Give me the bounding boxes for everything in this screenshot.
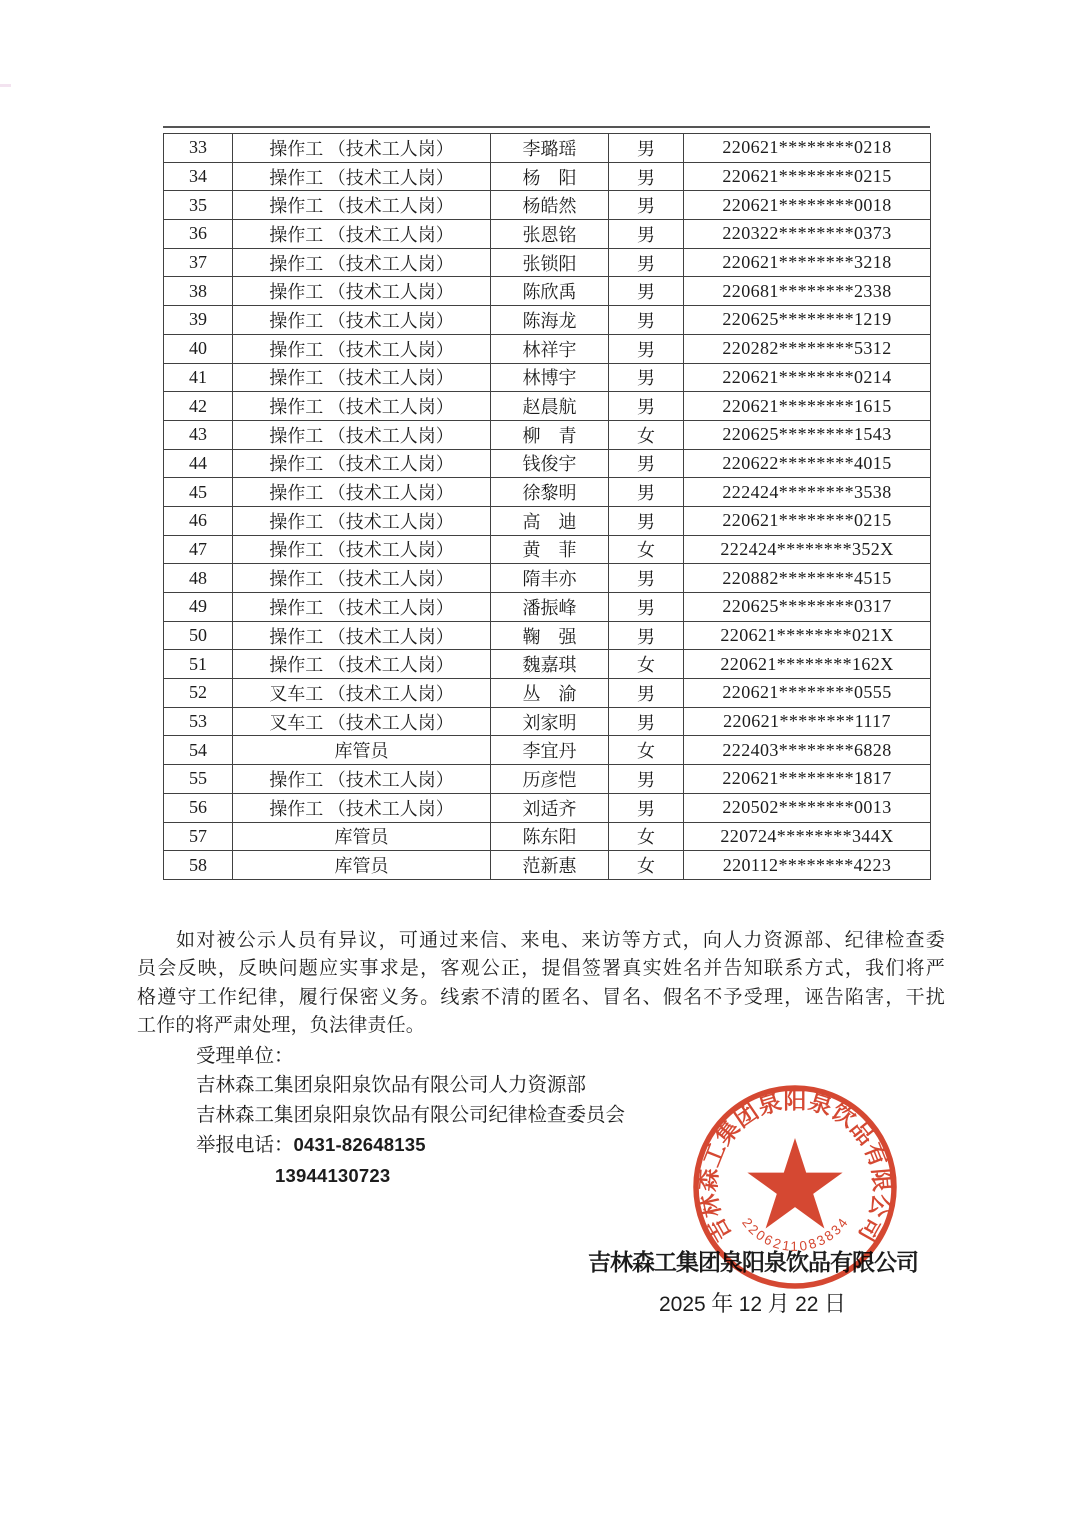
row-name-cell: 李璐瑶 <box>491 134 609 163</box>
row-id-number-cell: 220882********4515 <box>684 564 931 593</box>
hotline-mobile-number: 13944130723 <box>275 1164 391 1186</box>
row-name-cell: 陈海龙 <box>491 306 609 335</box>
row-name-cell: 陈欣禹 <box>491 277 609 306</box>
row-name-cell: 刘家明 <box>491 707 609 736</box>
row-number-cell: 49 <box>164 593 233 622</box>
hotline-line <box>196 1130 625 1160</box>
notice-line: 格遵守工作纪律，履行保密义务。线索不清的匿名、冒名、假名不予受理，诬告陷害，干扰 <box>137 986 945 1008</box>
table-row <box>164 707 931 736</box>
table-row <box>164 162 931 191</box>
row-position-cell: 操作工 （技术工人岗） <box>233 363 491 392</box>
row-number-cell: 41 <box>164 363 233 392</box>
row-id-number-cell: 220621********0555 <box>684 679 931 708</box>
row-position-cell: 操作工 （技术工人岗） <box>233 564 491 593</box>
row-number-cell: 44 <box>164 449 233 478</box>
acceptance-block <box>196 1042 625 1191</box>
row-position-cell: 操作工 （技术工人岗） <box>233 593 491 622</box>
seal-star-icon <box>747 1138 842 1229</box>
row-name-cell: 陈东阳 <box>491 822 609 851</box>
signature-date-year: 2025 <box>659 1293 706 1316</box>
row-id-number-cell: 220621********0214 <box>684 363 931 392</box>
row-name-cell: 赵晨航 <box>491 392 609 421</box>
row-position-cell: 操作工 （技术工人岗） <box>233 535 491 564</box>
table-row <box>164 449 931 478</box>
row-number-cell: 33 <box>164 134 233 163</box>
table-row <box>164 679 931 708</box>
row-number-cell: 39 <box>164 306 233 335</box>
row-gender-cell: 男 <box>609 506 684 535</box>
row-name-cell: 李宜丹 <box>491 736 609 765</box>
row-name-cell: 林博宇 <box>491 363 609 392</box>
row-gender-cell: 男 <box>609 765 684 794</box>
scan-edge-artifact <box>0 84 11 87</box>
row-position-cell: 库管员 <box>233 851 491 880</box>
table-row <box>164 650 931 679</box>
roster-table <box>163 133 931 880</box>
row-name-cell: 钱俊宇 <box>491 449 609 478</box>
row-gender-cell: 男 <box>609 334 684 363</box>
row-id-number-cell: 220621********3218 <box>684 248 931 277</box>
row-gender-cell: 男 <box>609 593 684 622</box>
row-gender-cell: 男 <box>609 191 684 220</box>
row-id-number-cell: 220724********344X <box>684 822 931 851</box>
row-name-cell: 高 迪 <box>491 506 609 535</box>
row-id-number-cell: 220681********2338 <box>684 277 931 306</box>
row-position-cell: 操作工 （技术工人岗） <box>233 449 491 478</box>
row-gender-cell: 男 <box>609 306 684 335</box>
row-position-cell: 操作工 （技术工人岗） <box>233 621 491 650</box>
row-name-cell: 徐黎明 <box>491 478 609 507</box>
signature-date-month-unit: 月 <box>762 1291 796 1316</box>
notice-line: 工作的将严肃处理，负法律责任。 <box>137 1014 426 1036</box>
row-number-cell: 58 <box>164 851 233 880</box>
row-number-cell: 43 <box>164 420 233 449</box>
row-id-number-cell: 220622********4015 <box>684 449 931 478</box>
hotline-landline-number: 0431-82648135 <box>293 1134 426 1156</box>
row-position-cell: 操作工 （技术工人岗） <box>233 506 491 535</box>
row-gender-cell: 女 <box>609 736 684 765</box>
row-number-cell: 53 <box>164 707 233 736</box>
notice-line: 员会反映，反映问题应实事求是，客观公正，提倡签署真实姓名并告知联系方式，我们将严 <box>137 958 945 980</box>
table-row <box>164 248 931 277</box>
row-gender-cell: 男 <box>609 134 684 163</box>
row-number-cell: 36 <box>164 220 233 249</box>
row-number-cell: 55 <box>164 765 233 794</box>
row-id-number-cell: 220621********1817 <box>684 765 931 794</box>
row-number-cell: 45 <box>164 478 233 507</box>
table-row <box>164 478 931 507</box>
row-id-number-cell: 220625********0317 <box>684 593 931 622</box>
official-seal <box>690 1082 900 1292</box>
table-row <box>164 392 931 421</box>
row-id-number-cell: 220112********4223 <box>684 851 931 880</box>
row-name-cell: 林祥宇 <box>491 334 609 363</box>
row-number-cell: 34 <box>164 162 233 191</box>
table-row <box>164 793 931 822</box>
table-row <box>164 736 931 765</box>
row-number-cell: 48 <box>164 564 233 593</box>
row-position-cell: 操作工 （技术工人岗） <box>233 478 491 507</box>
row-number-cell: 50 <box>164 621 233 650</box>
row-number-cell: 46 <box>164 506 233 535</box>
table-row <box>164 277 931 306</box>
row-gender-cell: 男 <box>609 679 684 708</box>
row-gender-cell: 男 <box>609 363 684 392</box>
table-row <box>164 593 931 622</box>
acceptance-unit-discipline: 吉林森工集团泉阳泉饮品有限公司纪律检查委员会 <box>196 1104 626 1126</box>
signature-date-day: 22 <box>795 1293 819 1316</box>
row-gender-cell: 男 <box>609 707 684 736</box>
row-name-cell: 刘适齐 <box>491 793 609 822</box>
row-name-cell: 张锁阳 <box>491 248 609 277</box>
row-position-cell: 操作工 （技术工人岗） <box>233 191 491 220</box>
row-number-cell: 54 <box>164 736 233 765</box>
table-row <box>164 334 931 363</box>
row-position-cell: 操作工 （技术工人岗） <box>233 162 491 191</box>
row-id-number-cell: 222424********352X <box>684 535 931 564</box>
table-row <box>164 134 931 163</box>
row-id-number-cell: 220621********0218 <box>684 134 931 163</box>
row-gender-cell: 男 <box>609 220 684 249</box>
row-id-number-cell: 220621********0215 <box>684 162 931 191</box>
row-gender-cell: 女 <box>609 420 684 449</box>
seal-ring-text-path: 吉林森工集团泉阳泉饮品有限公司 <box>695 1087 895 1246</box>
row-gender-cell: 女 <box>609 650 684 679</box>
row-position-cell: 操作工 （技术工人岗） <box>233 420 491 449</box>
row-number-cell: 57 <box>164 822 233 851</box>
row-gender-cell: 男 <box>609 392 684 421</box>
signature-company: 吉林森工集团泉阳泉饮品有限公司 <box>588 1250 918 1275</box>
row-gender-cell: 男 <box>609 449 684 478</box>
roster-table-body <box>164 134 931 880</box>
row-position-cell: 操作工 （技术工人岗） <box>233 134 491 163</box>
row-position-cell: 操作工 （技术工人岗） <box>233 306 491 335</box>
row-number-cell: 51 <box>164 650 233 679</box>
table-row <box>164 851 931 880</box>
row-position-cell: 操作工 （技术工人岗） <box>233 220 491 249</box>
row-number-cell: 52 <box>164 679 233 708</box>
row-number-cell: 56 <box>164 793 233 822</box>
row-position-cell: 操作工 （技术工人岗） <box>233 793 491 822</box>
table-row <box>164 621 931 650</box>
table-row <box>164 220 931 249</box>
row-id-number-cell: 220625********1219 <box>684 306 931 335</box>
row-gender-cell: 男 <box>609 793 684 822</box>
table-row <box>164 420 931 449</box>
row-number-cell: 42 <box>164 392 233 421</box>
row-name-cell: 杨皓然 <box>491 191 609 220</box>
row-id-number-cell: 220621********021X <box>684 621 931 650</box>
row-name-cell: 魏嘉琪 <box>491 650 609 679</box>
row-name-cell: 柳 青 <box>491 420 609 449</box>
signature-date-day-unit: 日 <box>818 1291 846 1316</box>
row-gender-cell: 女 <box>609 851 684 880</box>
row-position-cell: 操作工 （技术工人岗） <box>233 765 491 794</box>
objection-notice-paragraph <box>137 927 945 1040</box>
row-name-cell: 隋丰亦 <box>491 564 609 593</box>
row-id-number-cell: 220322********0373 <box>684 220 931 249</box>
acceptance-heading: 受理单位： <box>196 1046 294 1067</box>
row-number-cell: 47 <box>164 535 233 564</box>
row-gender-cell: 男 <box>609 162 684 191</box>
personnel-roster <box>163 133 931 880</box>
row-position-cell: 操作工 （技术工人岗） <box>233 650 491 679</box>
row-id-number-cell: 220621********0018 <box>684 191 931 220</box>
hotline-label: 举报电话： <box>196 1135 294 1157</box>
row-gender-cell: 女 <box>609 822 684 851</box>
table-row <box>164 535 931 564</box>
row-id-number-cell: 220621********1117 <box>684 707 931 736</box>
table-row <box>164 306 931 335</box>
row-position-cell: 库管员 <box>233 822 491 851</box>
row-gender-cell: 女 <box>609 535 684 564</box>
row-position-cell: 库管员 <box>233 736 491 765</box>
row-id-number-cell: 220282********5312 <box>684 334 931 363</box>
table-row <box>164 564 931 593</box>
acceptance-unit-hr: 吉林森工集团泉阳泉饮品有限公司人力资源部 <box>196 1075 587 1097</box>
seal-code-text-path: 2206211083834 <box>739 1214 852 1254</box>
table-row <box>164 822 931 851</box>
row-id-number-cell: 220621********162X <box>684 650 931 679</box>
signature-date-month: 12 <box>738 1293 763 1316</box>
table-row <box>164 363 931 392</box>
table-row <box>164 506 931 535</box>
row-position-cell: 操作工 （技术工人岗） <box>233 277 491 306</box>
row-name-cell: 潘振峰 <box>491 593 609 622</box>
row-name-cell: 张恩铭 <box>491 220 609 249</box>
hotline-mobile-line <box>196 1161 625 1191</box>
row-name-cell: 范新惠 <box>491 851 609 880</box>
table-continuation-line <box>163 126 930 128</box>
row-position-cell: 叉车工 （技术工人岗） <box>233 707 491 736</box>
row-gender-cell: 男 <box>609 277 684 306</box>
row-name-cell: 杨 阳 <box>491 162 609 191</box>
row-id-number-cell: 220621********0215 <box>684 506 931 535</box>
row-number-cell: 37 <box>164 248 233 277</box>
row-position-cell: 叉车工 （技术工人岗） <box>233 679 491 708</box>
seal-code <box>739 1215 851 1254</box>
row-id-number-cell: 220621********1615 <box>684 392 931 421</box>
row-number-cell: 40 <box>164 334 233 363</box>
row-id-number-cell: 222424********3538 <box>684 478 931 507</box>
table-row <box>164 765 931 794</box>
row-name-cell: 历彦恺 <box>491 765 609 794</box>
row-gender-cell: 男 <box>609 248 684 277</box>
row-name-cell: 鞠 强 <box>491 621 609 650</box>
row-position-cell: 操作工 （技术工人岗） <box>233 334 491 363</box>
signature-date-year-unit: 年 <box>705 1291 739 1316</box>
row-position-cell: 操作工 （技术工人岗） <box>233 392 491 421</box>
row-name-cell: 黄 菲 <box>491 535 609 564</box>
row-name-cell: 丛 渝 <box>491 679 609 708</box>
row-id-number-cell: 222403********6828 <box>684 736 931 765</box>
notice-line: 如对被公示人员有异议，可通过来信、来电、来访等方式，向人力资源部、纪律检查委 <box>175 930 945 951</box>
table-row <box>164 191 931 220</box>
row-number-cell: 35 <box>164 191 233 220</box>
row-position-cell: 操作工 （技术工人岗） <box>233 248 491 277</box>
row-id-number-cell: 220625********1543 <box>684 420 931 449</box>
row-number-cell: 38 <box>164 277 233 306</box>
row-gender-cell: 男 <box>609 478 684 507</box>
row-gender-cell: 男 <box>609 621 684 650</box>
row-gender-cell: 男 <box>609 564 684 593</box>
row-id-number-cell: 220502********0013 <box>684 793 931 822</box>
